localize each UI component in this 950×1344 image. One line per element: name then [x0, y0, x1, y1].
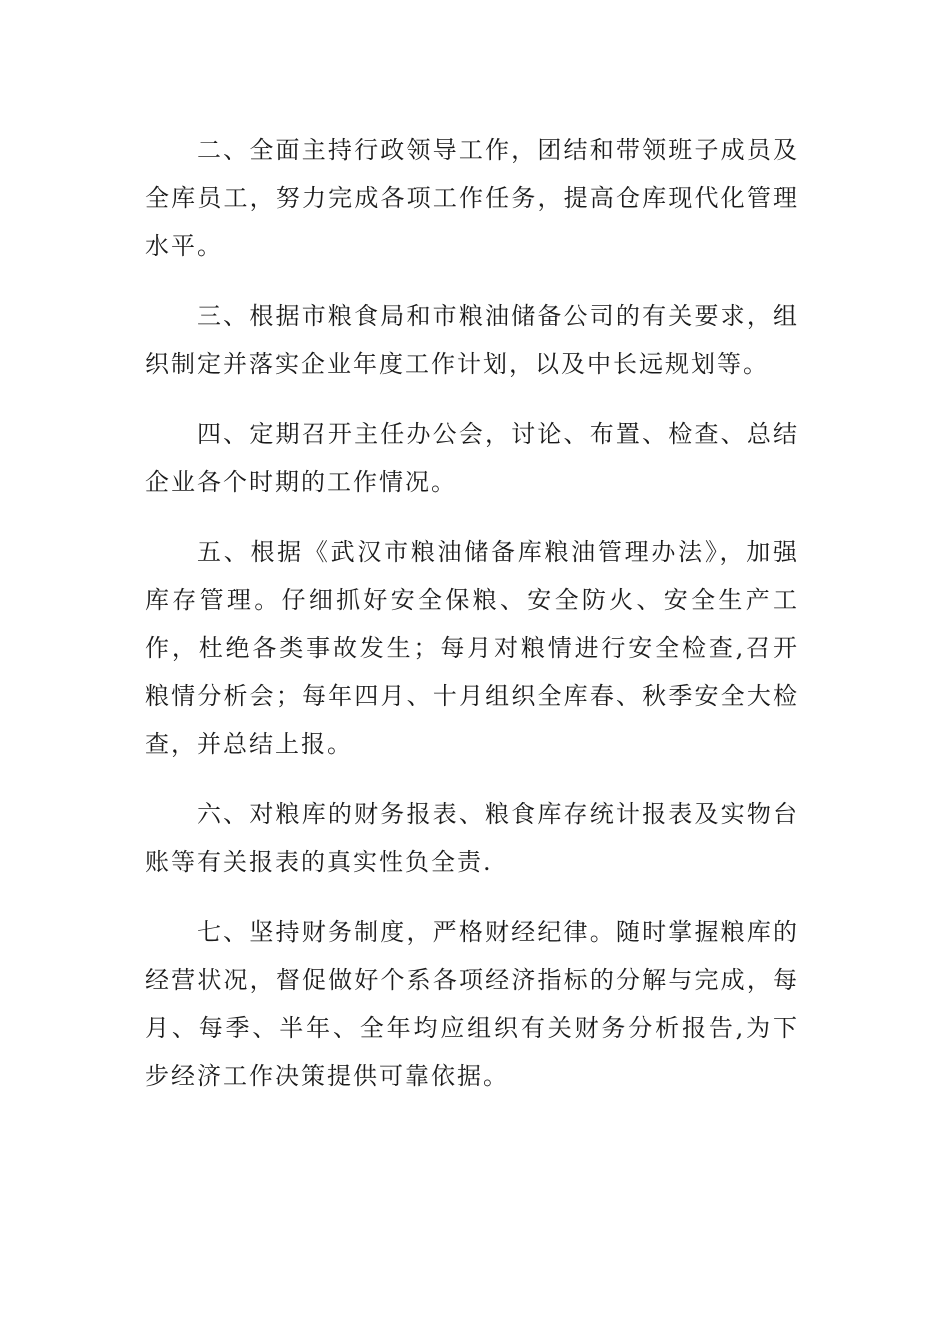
paragraph-2: 二、全面主持行政领导工作，团结和带领班子成员及全库员工，努力完成各项工作任务，提高仓库现代化管理水平。	[145, 136, 799, 260]
paragraph-6: 六、对粮库的财务报表、粮食库存统计报表及实物台账等有关报表的真实性负全责.	[145, 800, 799, 876]
document-body	[145, 126, 799, 1122]
paragraph-5: 五、根据《武汉市粮油储备库粮油管理办法》，加强库存管理。仔细抓好安全保粮、安全防火、安全生产工作，杜绝各类事故发生；每月对粮情进行安全检查,召开粮情分析会；每年四月、十月组织全库春、秋季安全大检查，并总结上报。	[145, 538, 799, 758]
paragraph-3: 三、根据市粮食局和市粮油储备公司的有关要求，组织制定并落实企业年度工作计划，以及中长远规划等。	[145, 302, 799, 378]
paragraph-4: 四、定期召开主任办公会，讨论、布置、检查、总结企业各个时期的工作情况。	[145, 420, 799, 496]
paragraph-7: 七、坚持财务制度，严格财经纪律。随时掌握粮库的经营状况，督促做好个系各项经济指标的分解与完成，每月、每季、半年、全年均应组织有关财务分析报告,为下步经济工作决策提供可靠依据。	[145, 918, 799, 1090]
